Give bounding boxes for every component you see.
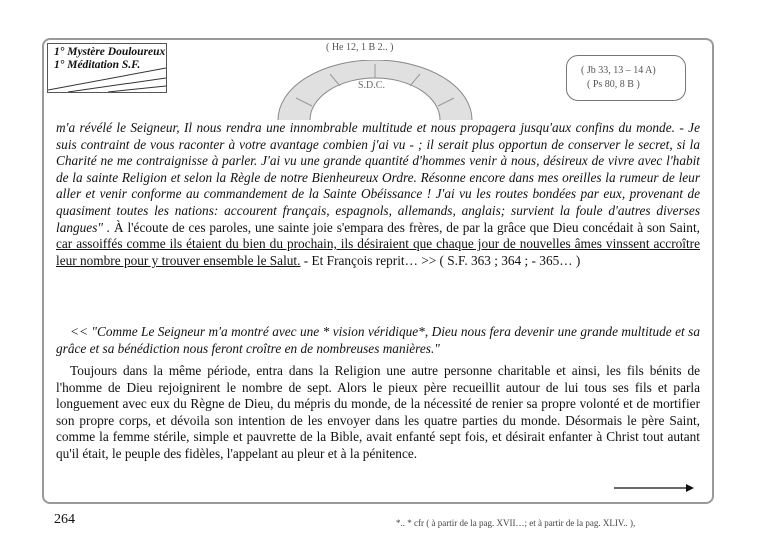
- footnote: *.. * cfr ( à partir de la pag. XVII…; et à partir de la pag. XLIV.. ),: [396, 518, 636, 528]
- mystery-title: 1° Mystère Douloureux: [54, 46, 166, 58]
- underlined-passage: car assoiffés comme ils étaient du bien du prochain, ils désiraient que chaque jour de nouvelles âmes vinssent accroître leur nombre pour y trouver ensemble le Salut.: [56, 236, 700, 268]
- page-number: 264: [54, 512, 75, 527]
- title-box: [47, 43, 167, 93]
- narration: À l'écoute de ces paroles, une sainte joie s'empara des frères, de par la grâce que Dieu concédait à son Saint,: [110, 219, 700, 235]
- arch-label: S.D.C.: [358, 80, 385, 91]
- scripture-reference-box: [566, 55, 686, 101]
- arrow-right-icon: [614, 482, 696, 494]
- paragraph-1: [56, 120, 700, 269]
- reference-job: ( Jb 33, 13 – 14 A): [581, 65, 656, 76]
- paragraph-3: Toujours dans la même période, entra dans la Religion une autre personne charitable et ainsi, les fils bénits de l'homme de Dieu rejoignirent le nombre de sept. Alors le pieux père recueillit autour de lui tous ses fils et parla longuement avec eux du Règne de Dieu, du mépris du monde, de la nécessité de renier sa propre volonté et de mortifier son propre corps, et dévoila son intention de les envoyer dans les quatre parties du monde. Désormais le père Saint, comme la femme stérile, simple et pauvrette de la Bible, avait enfanté sept fois, et désirait enfanter à Christ tout autant qu'il était, le peuple des fidèles, l'appelant au pleur et à la pénitence.: [56, 363, 700, 461]
- reference-psalm: ( Ps 80, 8 B ): [587, 79, 640, 90]
- citation: - Et François reprit… >> ( S.F. 363 ; 364 ; - 365… ): [300, 252, 581, 268]
- arch-decoration: [270, 60, 480, 120]
- francis-speech: m'a révélé le Seigneur, Il nous rendra une innombrable multitude et nous propagera jusqu'aux confins du monde. - Je suis contraint de vous raconter à votre avantage combien j'ai vu - ; il serait plus opportun de conserver le secret, si la Charité ne me contraignisse à parler. J'ai vu une grande quantité d'hommes venir à nous, désireux de vivre avec l'habit de la sainte Religion et selon la Règle de notre Bienheureux Ordre. Résonne encore dans mes oreilles la rumeur de leur aller et venir conforme au commandement de la Sainte Obéissance ! J'ai vu les routes bondées par eux, provenant de quasiment toutes les nations: accourent français, espagnols, allemands, anglais; survient la foule d'autres diverses langues" .: [56, 120, 700, 235]
- meditation-title: 1° Méditation S.F.: [54, 59, 141, 71]
- paragraph-2: << "Comme Le Seigneur m'a montré avec une * vision véridique*, Dieu nous fera devenir une grande multitude et sa grâce et sa bénédiction nous feront croître en de nombreuses manières.": [56, 324, 700, 356]
- scripture-reference-top: ( He 12, 1 B 2.. ): [326, 42, 394, 53]
